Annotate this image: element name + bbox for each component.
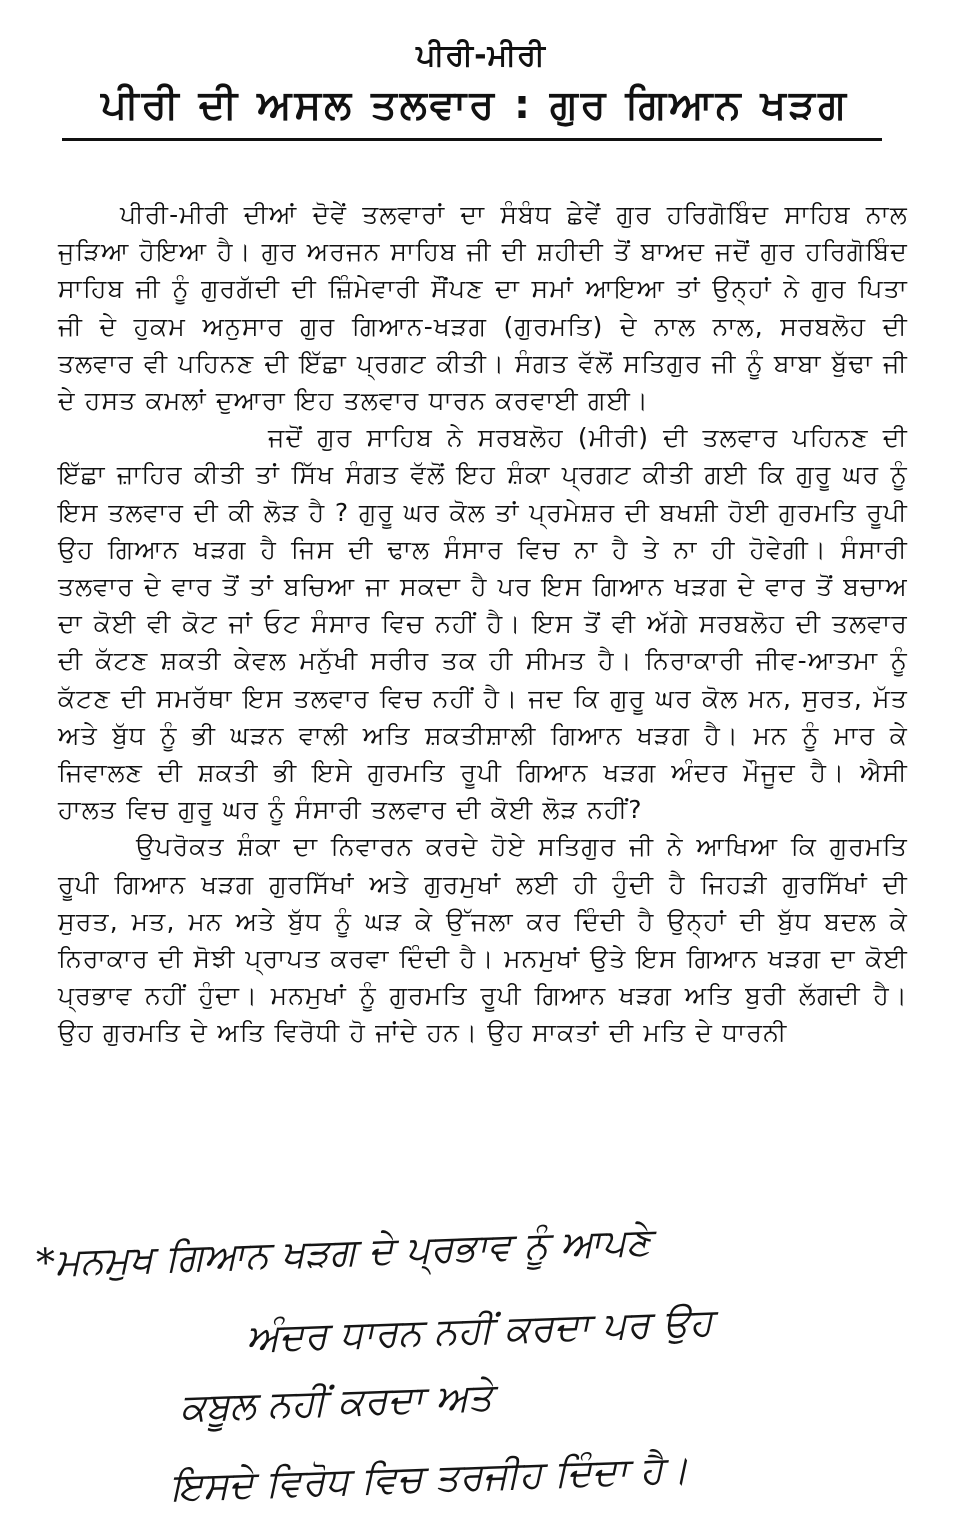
title-underline — [62, 138, 882, 141]
handwritten-line-3: ਕਬੂਲ ਨਹੀਂ ਕਰਦਾ ਅਤੇ — [179, 1374, 494, 1430]
handwritten-line-1: *ਮਨਮੁਖ ਗਿਆਨ ਖੜਗ ਦੇ ਪ੍ਰਭਾਵ ਨੂੰ ਆਪਣੇ — [35, 1219, 652, 1285]
document-title: ਪੀਰੀ ਦੀ ਅਸਲ ਤਲਵਾਰ : ਗੁਰ ਗਿਆਨ ਖੜਗ — [101, 82, 849, 128]
paragraph-3: ਉਪਰੋਕਤ ਸ਼ੰਕਾ ਦਾ ਨਿਵਾਰਨ ਕਰਦੇ ਹੋਏ ਸਤਿਗੁਰ ਜੀ ਨੇ ਆਖਿਆ ਕਿ ਗੁਰਮਤਿ ਰੂਪੀ ਗਿਆਨ ਖੜਗ ਗੁਰਸਿੱਖਾਂ ਅਤੇ ਗੁਰਮੁਖਾਂ ਲਈ ਹੀ ਹੁੰਦੀ ਹੈ ਜਿਹੜੀ ਗੁਰਸਿੱਖਾਂ ਦੀ ਸੁਰਤ, ਮਤ, ਮਨ ਅਤੇ ਬੁੱਧ ਨੂੰ ਘੜ ਕੇ ਉੱਜਲਾ ਕਰ ਦਿੰਦੀ ਹੈ ਉਨ੍ਹਾਂ ਦੀ ਬੁੱਧ ਬਦਲ ਕੇ ਨਿਰਾਕਾਰ ਦੀ ਸੋਝੀ ਪ੍ਰਾਪਤ ਕਰਵਾ ਦਿੰਦੀ ਹੈ। ਮਨਮੁਖਾਂ ਉਤੇ ਇਸ ਗਿਆਨ ਖੜਗ ਦਾ ਕੋਈ ਪ੍ਰਭਾਵ ਨਹੀਂ ਹੁੰਦਾ। ਮਨਮੁਖਾਂ ਨੂੰ ਗੁਰਮਤਿ ਰੂਪੀ ਗਿਆਨ ਖੜਗ ਅਤਿ ਬੁਰੀ ਲੱਗਦੀ ਹੈ। ਉਹ ਗੁਰਮਤਿ ਦੇ ਅਤਿ ਵਿਰੋਧੀ ਹੋ ਜਾਂਦੇ ਹਨ। ਉਹ ਸਾਕਤਾਂ ਦੀ ਮਤਿ ਦੇ ਧਾਰਨੀ — [58, 832, 908, 1048]
handwritten-line-2: ਅੰਦਰ ਧਾਰਨ ਨਹੀਂ ਕਰਦਾ ਪਰ ਉਹ — [245, 1299, 714, 1361]
paragraph-1: ਪੀਰੀ-ਮੀਰੀ ਦੀਆਂ ਦੋਵੇਂ ਤਲਵਾਰਾਂ ਦਾ ਸੰਬੰਧ ਛੇਵੇਂ ਗੁਰ ਹਰਿਗੋਬਿੰਦ ਸਾਹਿਬ ਨਾਲ ਜੁੜਿਆ ਹੋਇਆ ਹੈ। ਗੁਰ ਅਰਜਨ ਸਾਹਿਬ ਜੀ ਦੀ ਸ਼ਹੀਦੀ ਤੋਂ ਬਾਅਦ ਜਦੋਂ ਗੁਰ ਹਰਿਗੋਬਿੰਦ ਸਾਹਿਬ ਜੀ ਨੂੰ ਗੁਰਗੱਦੀ ਦੀ ਜ਼ਿੰਮੇਵਾਰੀ ਸੌਂਪਣ ਦਾ ਸਮਾਂ ਆਇਆ ਤਾਂ ਉਨ੍ਹਾਂ ਨੇ ਗੁਰ ਪਿਤਾ ਜੀ ਦੇ ਹੁਕਮ ਅਨੁਸਾਰ ਗੁਰ ਗਿਆਨ-ਖੜਗ (ਗੁਰਮਤਿ) ਦੇ ਨਾਲ ਨਾਲ, ਸਰਬਲੋਹ ਦੀ ਤਲਵਾਰ ਵੀ ਪਹਿਨਣ ਦੀ ਇੱਛਾ ਪ੍ਰਗਟ ਕੀਤੀ। ਸੰਗਤ ਵੱਲੋਂ ਸਤਿਗੁਰ ਜੀ ਨੂੰ ਬਾਬਾ ਬੁੱਢਾ ਜੀ ਦੇ ਹਸਤ ਕਮਲਾਂ ਦੁਆਰਾ ਇਹ ਤਲਵਾਰ ਧਾਰਨ ਕਰਵਾਈ ਗਈ। — [58, 200, 908, 416]
article-body — [58, 196, 908, 1052]
paragraph-2: ਜਦੋਂ ਗੁਰ ਸਾਹਿਬ ਨੇ ਸਰਬਲੋਹ (ਮੀਰੀ) ਦੀ ਤਲਵਾਰ ਪਹਿਨਣ ਦੀ ਇੱਛਾ ਜ਼ਾਹਿਰ ਕੀਤੀ ਤਾਂ ਸਿੱਖ ਸੰਗਤ ਵੱਲੋਂ ਇਹ ਸ਼ੰਕਾ ਪ੍ਰਗਟ ਕੀਤੀ ਗਈ ਕਿ ਗੁਰੂ ਘਰ ਨੂੰ ਇਸ ਤਲਵਾਰ ਦੀ ਕੀ ਲੋੜ ਹੈ ? ਗੁਰੂ ਘਰ ਕੋਲ ਤਾਂ ਪ੍ਰਮੇਸ਼ਰ ਦੀ ਬਖਸ਼ੀ ਹੋਈ ਗੁਰਮਤਿ ਰੂਪੀ ਉਹ ਗਿਆਨ ਖੜਗ ਹੈ ਜਿਸ ਦੀ ਢਾਲ ਸੰਸਾਰ ਵਿਚ ਨਾ ਹੈ ਤੇ ਨਾ ਹੀ ਹੋਵੇਗੀ। ਸੰਸਾਰੀ ਤਲਵਾਰ ਦੇ ਵਾਰ ਤੋਂ ਤਾਂ ਬਚਿਆ ਜਾ ਸਕਦਾ ਹੈ ਪਰ ਇਸ ਗਿਆਨ ਖੜਗ ਦੇ ਵਾਰ ਤੋਂ ਬਚਾਅ ਦਾ ਕੋਈ ਵੀ ਕੋਟ ਜਾਂ ਓਟ ਸੰਸਾਰ ਵਿਚ ਨਹੀਂ ਹੈ। ਇਸ ਤੋਂ ਵੀ ਅੱਗੇ ਸਰਬਲੋਹ ਦੀ ਤਲਵਾਰ ਦੀ ਕੱਟਣ ਸ਼ਕਤੀ ਕੇਵਲ ਮਨੁੱਖੀ ਸਰੀਰ ਤਕ ਹੀ ਸੀਮਤ ਹੈ। ਨਿਰਾਕਾਰੀ ਜੀਵ-ਆਤਮਾ ਨੂੰ ਕੱਟਣ ਦੀ ਸਮਰੱਥਾ ਇਸ ਤਲਵਾਰ ਵਿਚ ਨਹੀਂ ਹੈ। ਜਦ ਕਿ ਗੁਰੂ ਘਰ ਕੋਲ ਮਨ, ਸੁਰਤ, ਮੱਤ ਅਤੇ ਬੁੱਧ ਨੂੰ ਭੀ ਘੜਨ ਵਾਲੀ ਅਤਿ ਸ਼ਕਤੀਸ਼ਾਲੀ ਗਿਆਨ ਖੜਗ ਹੈ। ਮਨ ਨੂੰ ਮਾਰ ਕੇ ਜਿਵਾਲਣ ਦੀ ਸ਼ਕਤੀ ਭੀ ਇਸੇ ਗੁਰਮਤਿ ਰੂਪੀ ਗਿਆਨ ਖੜਗ ਅੰਦਰ ਮੌਜੂਦ ਹੈ। ਐਸੀ ਹਾਲਤ ਵਿਚ ਗੁਰੂ ਘਰ ਨੂੰ ਸੰਸਾਰੀ ਤਲਵਾਰ ਦੀ ਕੋਈ ਲੋੜ ਨਹੀਂ? — [58, 423, 908, 825]
document-subtitle: ਪੀਰੀ-ਮੀਰੀ — [416, 38, 546, 73]
handwritten-line-4: ਇਸਦੇ ਵਿਰੋਧ ਵਿਚ ਤਰਜੀਹ ਦਿੰਦਾ ਹੈ। — [169, 1446, 690, 1510]
